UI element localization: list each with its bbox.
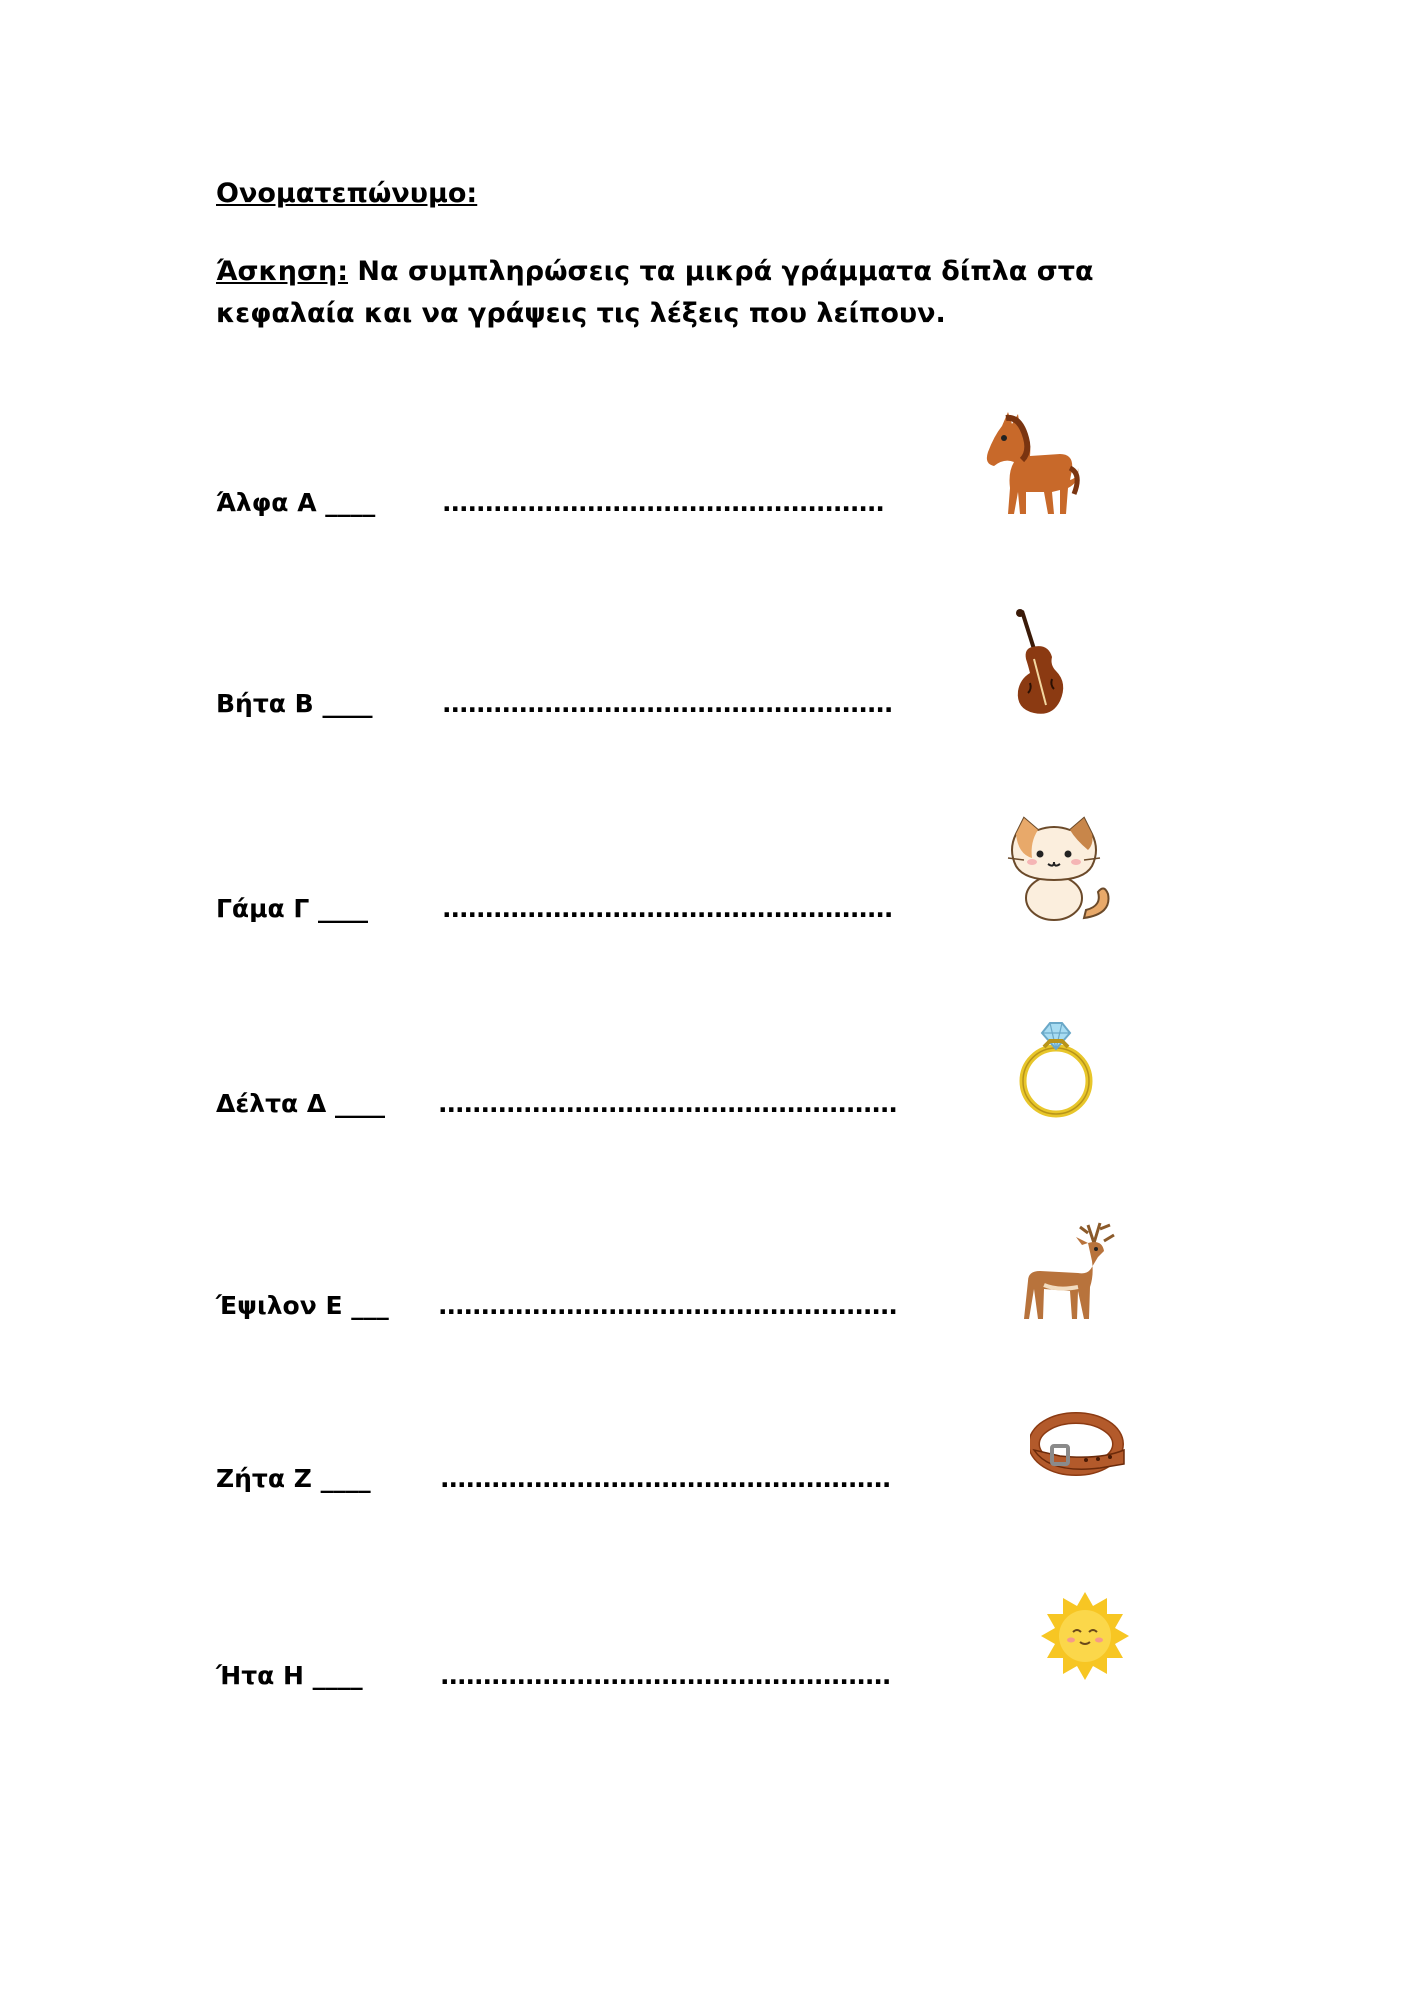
violin-icon (1008, 609, 1070, 719)
letter-label: Έψιλον Ε ___ (216, 1291, 389, 1320)
answer-line[interactable]: .................................................... (442, 488, 884, 517)
answer-line[interactable]: ...................................................... (438, 1291, 897, 1320)
letter-row-beta (0, 599, 1414, 719)
letter-label: Άλφα Α ____ (216, 488, 376, 517)
letter-row-epsilon (0, 1201, 1414, 1321)
exercise-label: Άσκηση: (216, 256, 349, 287)
answer-line[interactable]: ..................................................... (442, 894, 893, 923)
answer-line[interactable]: ..................................................... (442, 689, 893, 718)
exercise-text: Να συμπληρώσεις τα μικρά γράμματα δίπλα στα κεφαλαία και να γράψεις τις λέξεις που λείπουν. (216, 256, 1094, 329)
name-label: Ονοματεπώνυμο: (216, 178, 478, 209)
exercise-instructions (216, 251, 1166, 335)
letter-row-zeta (0, 1374, 1414, 1494)
answer-line[interactable]: ..................................................... (440, 1661, 891, 1690)
letter-label: Βήτα Β ____ (216, 689, 373, 718)
letter-row-gamma (0, 804, 1414, 924)
belt-icon (1030, 1394, 1126, 1494)
letter-label: Δέλτα Δ ____ (216, 1089, 385, 1118)
letter-label: Γάμα Γ ____ (216, 894, 369, 923)
deer-icon (1018, 1221, 1118, 1321)
sun-icon (1040, 1585, 1130, 1691)
horse-icon (980, 408, 1080, 518)
letter-label: Ήτα Η ____ (216, 1661, 363, 1690)
letter-label: Ζήτα Ζ ____ (216, 1464, 371, 1493)
letter-row-eta (0, 1571, 1414, 1691)
answer-line[interactable]: ..................................................... (440, 1464, 891, 1493)
letter-row-delta (0, 999, 1414, 1119)
letter-row-alpha (0, 398, 1414, 518)
ring-icon (1014, 1019, 1098, 1119)
cat-icon (1004, 814, 1116, 924)
answer-line[interactable]: ...................................................... (438, 1089, 897, 1118)
